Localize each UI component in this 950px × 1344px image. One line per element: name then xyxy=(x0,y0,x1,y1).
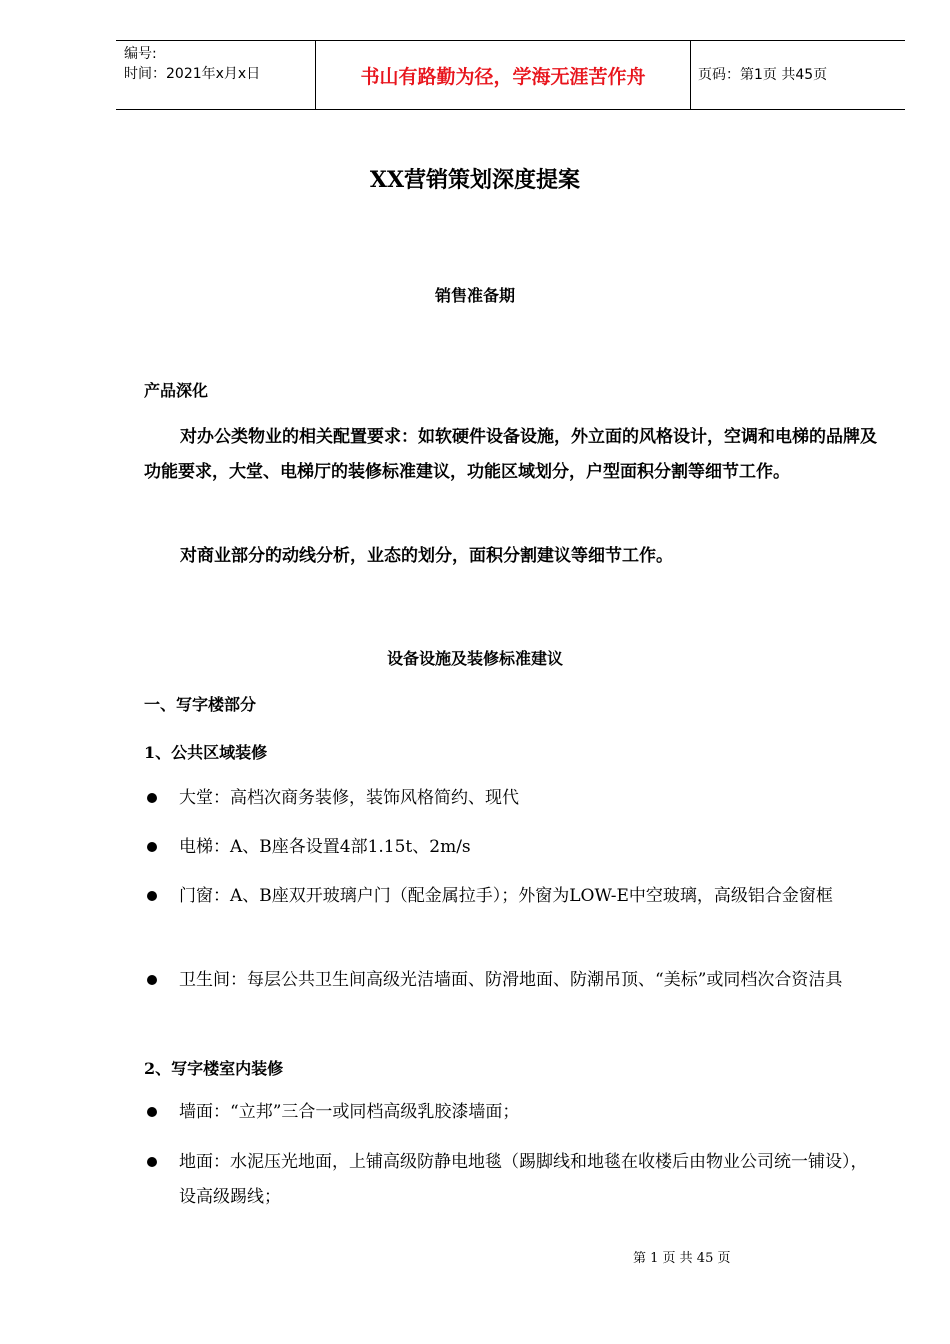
page-footer: 第 1 页 共 45 页 xyxy=(633,1251,731,1266)
document-title: XX营销策划深度提案 xyxy=(369,167,581,193)
bullet-icon xyxy=(147,975,157,985)
heading-office-part: 一、写字楼部分 xyxy=(144,695,257,714)
section-title-equipment: 设备设施及装修标准建议 xyxy=(386,649,563,668)
document-number-label: 编号: xyxy=(124,46,157,62)
page-header xyxy=(116,40,905,110)
list-item xyxy=(144,1145,879,1215)
list-item-text: 墙面：“立邦”三合一或同档高级乳胶漆墙面； xyxy=(179,1102,520,1122)
header-motto: 书山有路勤为径，学海无涯苦作舟 xyxy=(315,41,691,109)
list-item-text: 门窗：A、B座双开玻璃户门（配金属拉手）；外窗为LOW-E中空玻璃，高级铝合金窗框 xyxy=(179,886,833,906)
list-item xyxy=(144,830,879,865)
list-item-text: 卫生间：每层公共卫生间高级光洁墙面、防滑地面、防潮吊顶、“美标”或同档次合资洁具 xyxy=(179,970,843,990)
bullet-icon xyxy=(147,1157,157,1167)
list-item xyxy=(144,781,879,816)
list-item xyxy=(144,879,879,914)
paragraph-office-requirements: 对办公类物业的相关配置要求：如软硬件设备设施，外立面的风格设计，空调和电梯的品牌及功能要求，大堂、电梯厅的装修标准建议，功能区域划分，户型面积分割等细节工作。 xyxy=(144,427,877,482)
bullet-icon xyxy=(147,1107,157,1117)
header-page-info: 页码：第1页 共45页 xyxy=(698,67,828,83)
list-item-text: 大堂：高档次商务装修，装饰风格简约、现代 xyxy=(179,788,519,808)
list-item xyxy=(144,1095,879,1130)
heading-public-area: 1、公共区域装修 xyxy=(144,743,268,762)
list-item xyxy=(144,963,879,998)
header-meta xyxy=(124,44,260,84)
list-item-text: 地面：水泥压光地面，上铺高级防静电地毯（踢脚线和地毯在收楼后由物业公司统一铺设）， 设高级踢线； xyxy=(179,1152,868,1207)
heading-product-deepening: 产品深化 xyxy=(144,381,209,400)
paragraph-commercial-analysis: 对商业部分的动线分析，业态的划分，面积分割建议等细节工作。 xyxy=(180,546,673,566)
bullet-icon xyxy=(147,793,157,803)
document-time-label: 时间：2021年x月x日 xyxy=(124,66,261,82)
list-item-text: 电梯：A、B座各设置4部1.15t、2m/s xyxy=(179,837,471,857)
heading-interior-decoration: 2、写字楼室内装修 xyxy=(144,1059,284,1078)
section-title-sales-prep: 销售准备期 xyxy=(434,286,515,305)
bullet-icon xyxy=(147,891,157,901)
bullet-icon xyxy=(147,842,157,852)
